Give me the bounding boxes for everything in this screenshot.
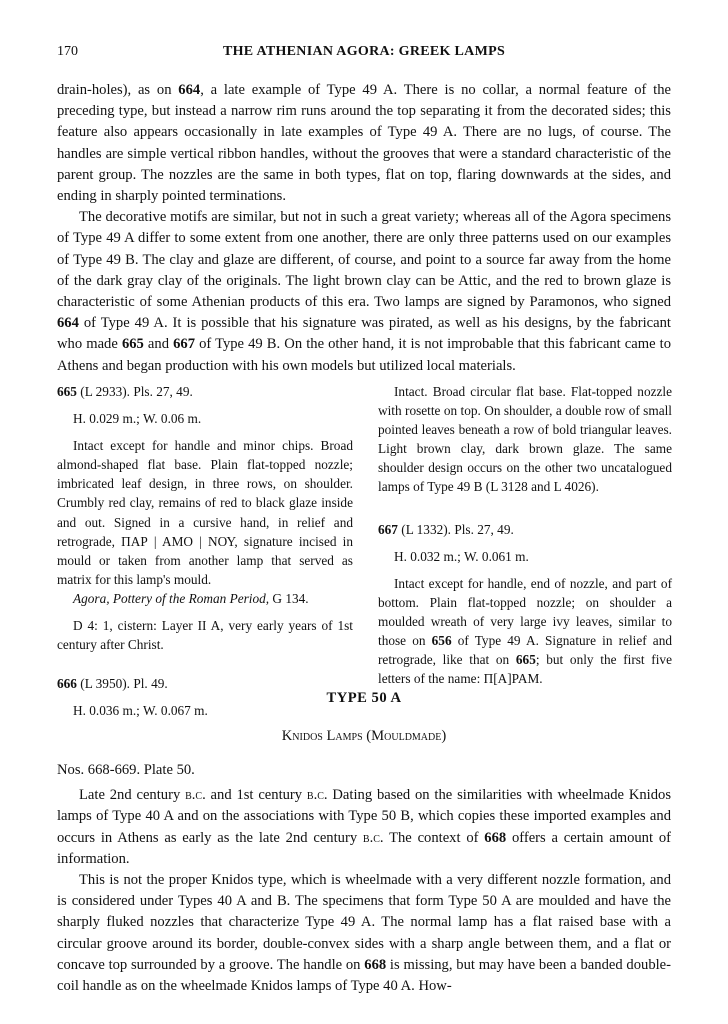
intro-paragraph-2: The decorative motifs are similar, but not in such a great variety; whereas all of the Agora specimens of Type 49 A differ to some extent from one another, there are only three patterns used on our examples of Type 49 B. The clay and glaze are different, of course, and point to a source far away from the home of the dark gray clay of the originals. The light brown clay can be Attic, and the red to brown glaze is characteristic of some Athenian products of this era. Two lamps are signed by Paramonos, who signed 664 of Type 49 A. It is possible that his signature was pirated, as well as his designs, by the fabricant who made 665 and 667 of Type 49 B. On the other hand, it is not improbable that this fabricant came to Athens and began production with his own models but utilized local materials.: [57, 209, 671, 374]
nos-line: Nos. 668-669. Plate 50.: [57, 762, 195, 778]
entry-665-heading: 665 (L 2933). Pls. 27, 49.: [57, 384, 193, 399]
catalog-left-column: [57, 382, 353, 720]
page-number: 170: [57, 44, 78, 59]
running-header: [57, 44, 671, 64]
entry-665-publication: Agora, Pottery of the Roman Period, G 134.: [73, 590, 309, 606]
entry-665-dimensions: H. 0.029 m.; W. 0.06 m.: [73, 411, 202, 427]
intro-text: [57, 80, 671, 377]
section-paragraph-1: Late 2nd century b.c. and 1st century b.c. Dating based on the similarities with wheelmade Knidos lamps of Type 40 A and on the associations with Type 50 B, which copies these imported examples and occurs in Athens as early as the late 2nd century b.c. The context of 668 offers a certain amount of information.: [57, 787, 671, 867]
section-paragraph-2: This is not the proper Knidos type, which is wheelmade with a very different nozzle formation, and is considered under Types 40 A and B. The specimens that form Type 50 A are moulded and have the sharply fluked nozzles that characterize Type 49 A. The normal lamp has a flat raised base with a circular groove around its border, double-convex sides with a sharp angle between them, and a flat or concave top surrounded by a groove. The handle on 668 is missing, but may have been a banded double-coil handle as on the wheelmade Knidos lamps of Type 40 A. How-: [57, 872, 672, 995]
entry-667-heading: 667 (L 1332). Pls. 27, 49.: [378, 521, 514, 537]
entry-667-dimensions: H. 0.032 m.; W. 0.061 m.: [394, 548, 529, 564]
section-subheading: Knidos Lamps (Mouldmade): [281, 728, 447, 744]
entry-666-heading: 666 (L 3950). Pl. 49.: [57, 676, 168, 692]
section-heading: TYPE 50 A: [326, 690, 402, 706]
entry-665-description: Intact except for handle and minor chips. Broad almond-shaped flat base. Plain flat-topped nozzle; imbricated leaf design, in three rows, on shoulder. Crumbly red clay, remains of red to black glaze inside and out. Signed in a cursive hand, in relief and retrograde, ΠΑΡ | ΑΜΟ | ΝΟΥ, signature incised in mould or taken from another lamp that served as matrix for this lamp's mould.: [57, 438, 353, 587]
section-text: [57, 760, 671, 997]
entry-666-description: Intact. Broad circular flat base. Flat-topped nozzle with rosette on top. On shoulder, a double row of small pointed leaves beneath a row of bold triangular leaves. Light brown clay, dark brown glaze. The same shoulder design occurs on the other two uncatalogued lamps of Type 49 B (L 3128 and L 4026).: [378, 384, 672, 495]
intro-paragraph-1: drain-holes), as on 664, a late example of Type 49 A. There is no collar, a normal feature of the preceding type, but instead a narrow rim runs around the top separating it from the decorated sides; this feature also appears occasionally in late examples of Type 49 A. There are no lugs, of course. The handles are simple vertical ribbon handles, without the grooves that were a standard characteristic of the parent group. The nozzles are the same in both types, flat on top, flaring downwards at the sides, and ending in sharply pointed terminations.: [57, 82, 671, 205]
entry-666-dimensions: H. 0.036 m.; W. 0.067 m.: [73, 703, 208, 719]
running-title: THE ATHENIAN AGORA: GREEK LAMPS: [222, 44, 506, 59]
catalog-right-column: [378, 382, 672, 688]
entry-665-context: D 4: 1, cistern: Layer II A, very early years of 1st century after Christ.: [57, 618, 353, 653]
entry-667-description: Intact except for handle, end of nozzle, and part of bottom. Plain flat-topped nozzle; on shoulder a moulded wreath of very large ivy leaves, similar to those on 656 of Type 49 A. Signature in relief and retrograde, like that on 665; but only the first five letters of the name: Π[Α]ΡΑΜ.: [378, 575, 672, 687]
